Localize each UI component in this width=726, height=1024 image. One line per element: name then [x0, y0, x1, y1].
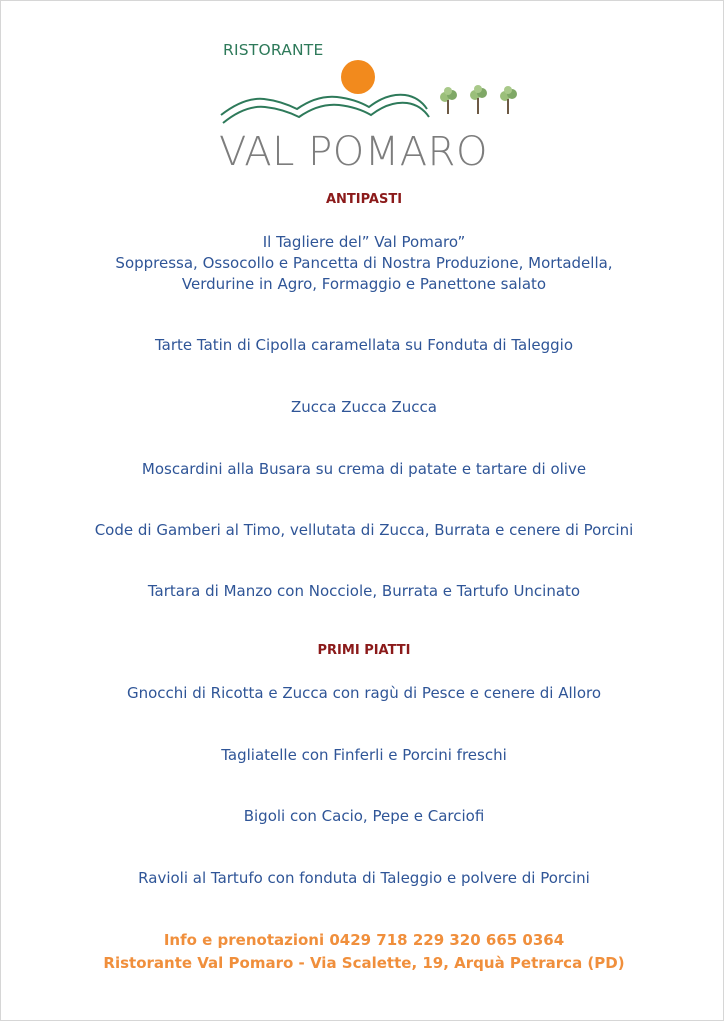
menu-item: Tartara di Manzo con Nocciole, Burrata e Tartufo Uncinato — [147, 582, 581, 600]
menu-item: Ravioli al Tartufo con fonduta di Taleggio e polvere di Porcini — [138, 869, 590, 887]
menu-item: Tarte Tatin di Cipolla caramellata su Fonduta di Taleggio — [154, 336, 574, 354]
menu-item: Il Tagliere del” Val Pomaro” Soppressa, Ossocollo e Pancetta di Nostra Produzione, Mortadella, Verdurine in Agro, Formaggio e Panettone salato — [115, 233, 613, 293]
menu-item: Gnocchi di Ricotta e Zucca con ragù di Pesce e cenere di Alloro — [126, 684, 602, 702]
restaurant-logo — [219, 37, 539, 187]
logo-title: VAL POMARO — [219, 129, 488, 175]
menu-item: Bigoli con Cacio, Pepe e Carciofi — [243, 807, 485, 825]
section-title-primi-piatti: PRIMI PIATTI — [317, 643, 411, 658]
menu-item: Moscardini alla Busara su crema di patate e tartare di olive — [141, 460, 587, 478]
section-title-antipasti: ANTIPASTI — [325, 192, 403, 207]
footer-address: Ristorante Val Pomaro - Via Scalette, 19, Arquà Petrarca (PD) — [103, 954, 625, 972]
menu-item: Code di Gamberi al Timo, vellutata di Zucca, Burrata e cenere di Porcini — [94, 521, 634, 539]
footer-phone: Info e prenotazioni 0429 718 229 320 665 0364 — [163, 931, 565, 949]
olive-trees-icon — [440, 85, 517, 114]
sun-icon — [341, 60, 375, 94]
logo-subtitle: RISTORANTE — [223, 41, 324, 59]
menu-item: Zucca Zucca Zucca — [291, 398, 437, 416]
footer-contact — [1, 929, 726, 975]
menu-item: Tagliatelle con Finferli e Porcini freschi — [221, 746, 507, 764]
logo-landscape-icon — [219, 57, 539, 127]
